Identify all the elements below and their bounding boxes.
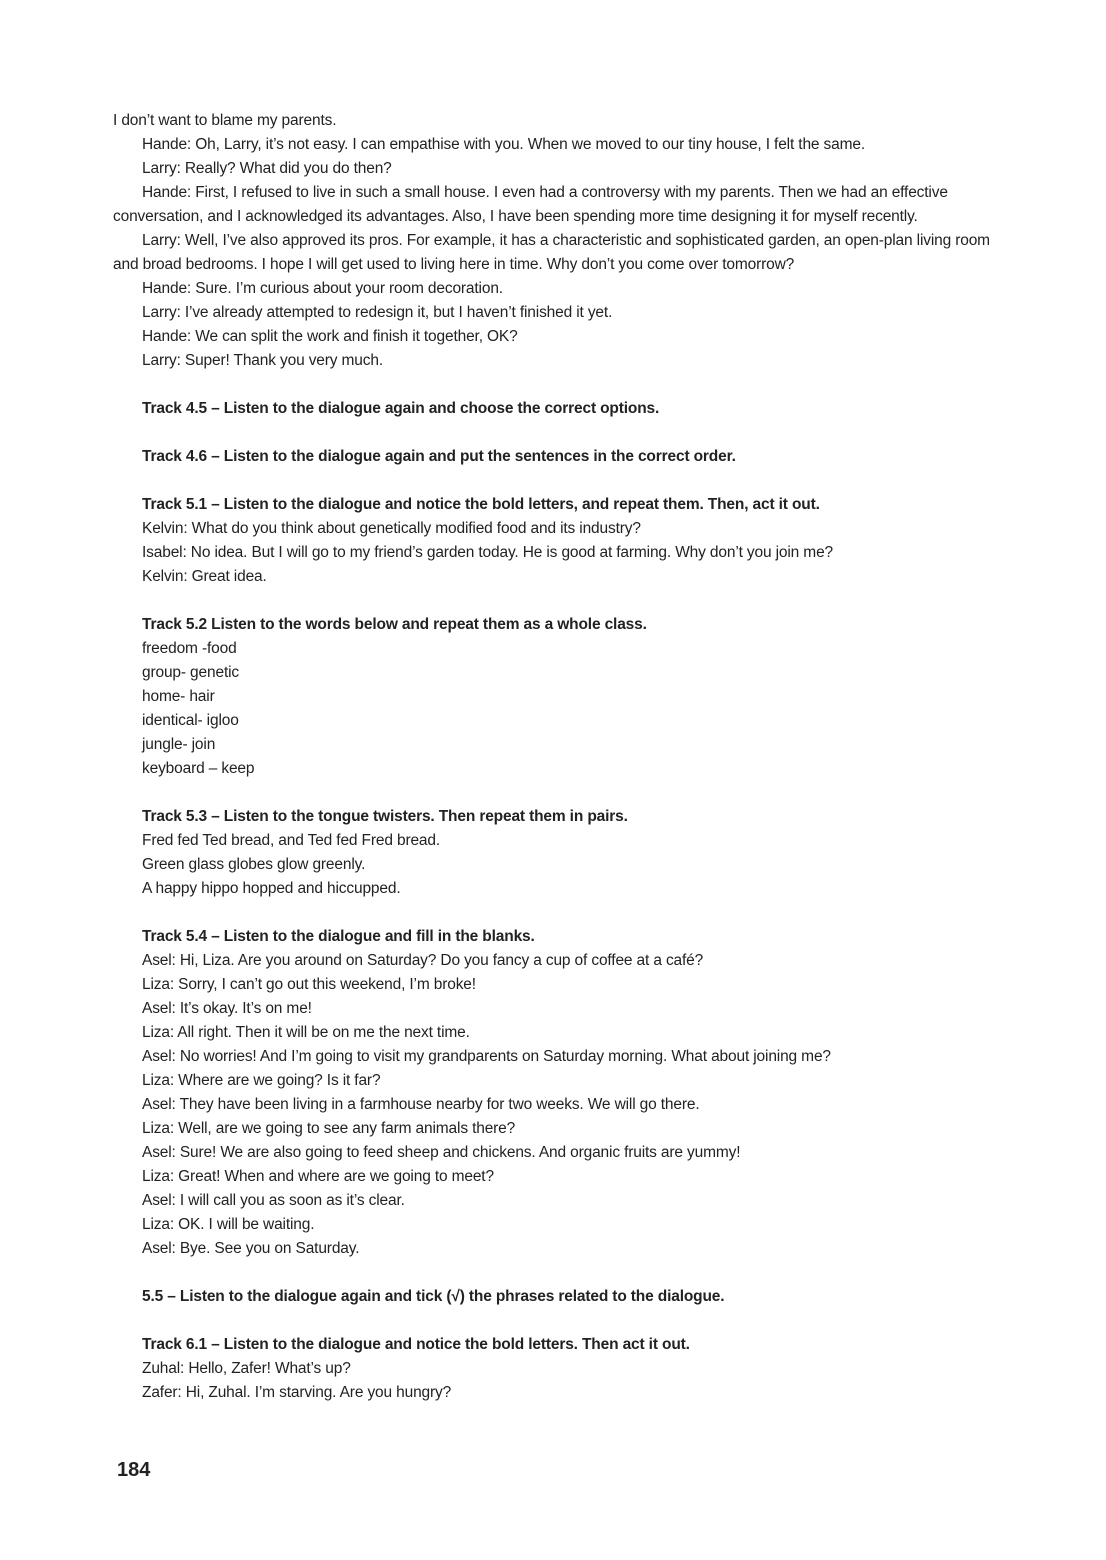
dialogue-paragraph: Larry: I’ve already attempted to redesign it, but I haven’t finished it yet. (142, 304, 613, 321)
dialogue-line: Asel: They have been living in a farmhouse nearby for two weeks. We will go there. (142, 1096, 700, 1113)
dialogue-line: Asel: No worries! And I’m going to visit my grandparents on Saturday morning. What about joining me? (142, 1048, 831, 1065)
word-pair: keyboard – keep (142, 760, 255, 777)
dialogue-line: Zuhal: Hello, Zafer! What’s up? (142, 1360, 351, 1377)
track-heading: Track 5.2 Listen to the words below and repeat them as a whole class. (142, 616, 647, 633)
dialogue-line: Liza: All right. Then it will be on me the next time. (142, 1024, 470, 1041)
track-heading: Track 5.4 – Listen to the dialogue and fill in the blanks. (142, 928, 535, 945)
dialogue-line: Isabel: No idea. But I will go to my friend’s garden today. He is good at farming. Why don’t you join me? (142, 544, 834, 561)
dialogue-line: Asel: Bye. See you on Saturday. (142, 1240, 360, 1257)
word-pair: home- hair (142, 688, 215, 705)
dialogue-line: Kelvin: What do you think about genetically modified food and its industry? (142, 520, 641, 537)
track-heading: Track 6.1 – Listen to the dialogue and notice the bold letters. Then act it out. (142, 1336, 690, 1353)
dialogue-paragraph: Hande: Oh, Larry, it’s not easy. I can empathise with you. When we moved to our tiny house, I felt the same. (142, 136, 866, 153)
dialogue-paragraph: Larry: Well, I’ve also approved its pros. For example, it has a characteristic and sophisticated garden, an open-plan living room and broad bedrooms. I hope I will get used to living here in time. Why don’t you come over tomorrow? (113, 232, 990, 273)
page-text (113, 109, 993, 1405)
word-pair: identical- igloo (142, 712, 239, 729)
dialogue-line: Liza: Where are we going? Is it far? (142, 1072, 381, 1089)
word-pair: group- genetic (142, 664, 239, 681)
dialogue-line: Asel: It’s okay. It’s on me! (142, 1000, 312, 1017)
dialogue-line: Liza: Great! When and where are we going to meet? (142, 1168, 494, 1185)
dialogue-paragraph: Larry: Really? What did you do then? (142, 160, 392, 177)
dialogue-line: Liza: OK. I will be waiting. (142, 1216, 315, 1233)
dialogue-paragraph: I don’t want to blame my parents. (113, 112, 337, 129)
tongue-twister: Fred fed Ted bread, and Ted fed Fred bread. (142, 832, 441, 849)
word-pair: freedom -food (142, 640, 237, 657)
track-section (113, 613, 993, 781)
dialogue-line: Liza: Sorry, I can’t go out this weekend, I’m broke! (142, 976, 476, 993)
track-heading: Track 4.5 – Listen to the dialogue again and choose the correct options. (142, 400, 660, 417)
dialogue-line: Kelvin: Great idea. (142, 568, 267, 585)
track-heading: Track 5.3 – Listen to the tongue twisters. Then repeat them in pairs. (142, 808, 628, 825)
dialogue-paragraph: Hande: First, I refused to live in such a small house. I even had a controversy with my parents. Then we had an effective conversation, and I acknowledged its advantages. Also, I have been spending more time designing it for myself recently. (113, 184, 948, 225)
dialogue-line: Asel: Hi, Liza. Are you around on Saturday? Do you fancy a cup of coffee at a café? (142, 952, 704, 969)
dialogue-paragraph: Larry: Super! Thank you very much. (142, 352, 384, 369)
track-heading: Track 5.1 – Listen to the dialogue and notice the bold letters, and repeat them. Then, act it out. (142, 496, 820, 513)
intro-dialogue (113, 109, 993, 373)
tongue-twister: Green glass globes glow greenly. (142, 856, 366, 873)
track-heading: 5.5 – Listen to the dialogue again and tick (√) the phrases related to the dialogue. (142, 1288, 725, 1305)
word-pair: jungle- join (142, 736, 216, 753)
tongue-twister: A happy hippo hopped and hiccupped. (142, 880, 401, 897)
dialogue-line: Asel: I will call you as soon as it’s clear. (142, 1192, 405, 1209)
track-section (113, 925, 993, 1261)
track-heading: Track 4.6 – Listen to the dialogue again and put the sentences in the correct order. (142, 448, 736, 465)
track-section (113, 493, 993, 589)
page-number: 184 (117, 1459, 151, 1481)
dialogue-paragraph: Hande: We can split the work and finish it together, OK? (142, 328, 518, 345)
dialogue-line: Liza: Well, are we going to see any farm animals there? (142, 1120, 516, 1137)
dialogue-line: Asel: Sure! We are also going to feed sheep and chickens. And organic fruits are yummy! (142, 1144, 741, 1161)
dialogue-paragraph: Hande: Sure. I’m curious about your room decoration. (142, 280, 503, 297)
track-section (113, 1285, 993, 1309)
track-section (113, 397, 993, 421)
track-section (113, 445, 993, 469)
track-section (113, 1333, 993, 1405)
track-section (113, 805, 993, 901)
dialogue-line: Zafer: Hi, Zuhal. I’m starving. Are you hungry? (142, 1384, 452, 1401)
